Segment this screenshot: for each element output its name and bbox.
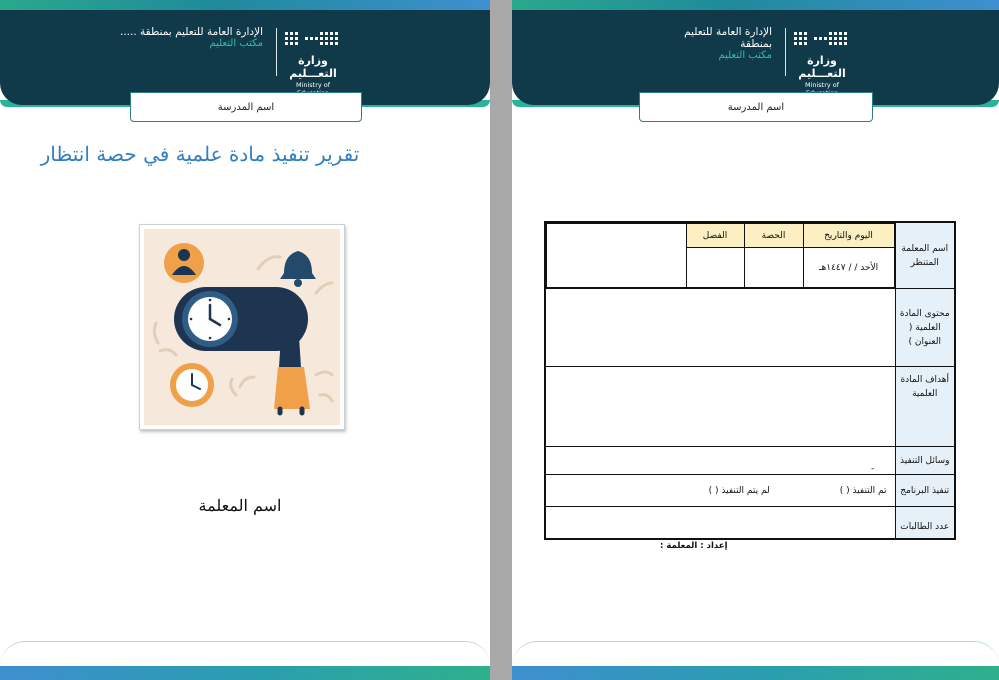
office-line: مكتب التعليم [718,50,772,61]
ministry-name-en: Ministry of [804,81,840,89]
school-name-label: اسم المدرسة [727,101,785,113]
means-value[interactable]: - [545,447,895,475]
admin-text [684,26,772,62]
header-divider [785,28,786,76]
footer-gradient-strip [512,666,999,680]
header-band [512,10,999,105]
day-date-value[interactable]: الأحد / / ١٤٤٧هـ [803,248,894,288]
school-name-box [639,92,873,122]
period-header: الحصة [744,224,803,248]
footer-curve [0,641,490,666]
ministry-logo [281,30,345,97]
ministry-dots-icon [792,31,852,45]
table-row [545,447,955,475]
teacher-clock-illustration-icon [140,225,344,429]
school-name-label: اسم المدرسة [217,101,275,113]
cover-illustration [139,224,345,430]
top-gradient-strip [512,0,999,10]
office-line: مكتب التعليم [209,38,263,49]
ministry-logo [790,30,854,97]
footer-curve [512,641,999,666]
table-row [545,289,955,367]
execution-label: تنفيذ البرنامج [895,475,955,507]
ministry-name-ar: وزارة التعـــليم [798,54,846,80]
teacher-value-cell[interactable] [546,224,686,288]
school-name-box [130,92,362,122]
students-value[interactable] [545,507,895,539]
admin-text [120,26,263,50]
admin-line: الإدارة العامة للتعليم بمنطقة ..... [119,26,263,38]
means-label: وسائل التنفيذ [895,447,955,475]
execution-value [545,475,895,507]
teacher-label: اسم المعلمة المتنظر [895,222,955,289]
class-value[interactable] [686,248,744,288]
admin-line-region: بمنطقة [740,38,772,50]
period-value[interactable] [744,248,803,288]
day-date-header: اليوم والتاريخ [803,224,894,248]
goals-value[interactable] [545,367,895,447]
goals-label: أهداف المادة العلمية [895,367,955,447]
info-cell [545,222,895,289]
teacher-name-label: اسم المعلمة [198,496,282,515]
admin-line: الإدارة العامة للتعليم [684,26,772,38]
prepared-by: إعداد : المعلمة : [660,541,728,551]
report-table [544,221,956,540]
ministry-name-ar: وزارة التعـــليم [289,54,337,80]
not-executed-option[interactable]: لم يتم التنفيذ ( ) [708,485,770,496]
table-row [545,475,955,507]
cover-title: تقرير تنفيذ مادة علمية في حصة انتظار [40,142,360,166]
header-band [0,10,490,105]
table-row [545,222,955,289]
table-row [545,367,955,447]
table-row [545,507,955,539]
ministry-name-en: Ministry of [295,81,331,89]
executed-option[interactable]: تم التنفيذ ( ) [839,485,887,496]
report-page [512,0,999,680]
cover-page [0,0,490,680]
content-label: محتوى المادة العلمية ( العنوان ) [895,289,955,367]
top-gradient-strip [0,0,490,10]
content-value[interactable] [545,289,895,367]
header-divider [276,28,277,76]
ministry-dots-icon [283,31,343,45]
info-subtable [546,223,895,288]
class-header: الفصل [686,224,744,248]
footer-gradient-strip [0,666,490,680]
students-label: عدد الطالبات [895,507,955,539]
